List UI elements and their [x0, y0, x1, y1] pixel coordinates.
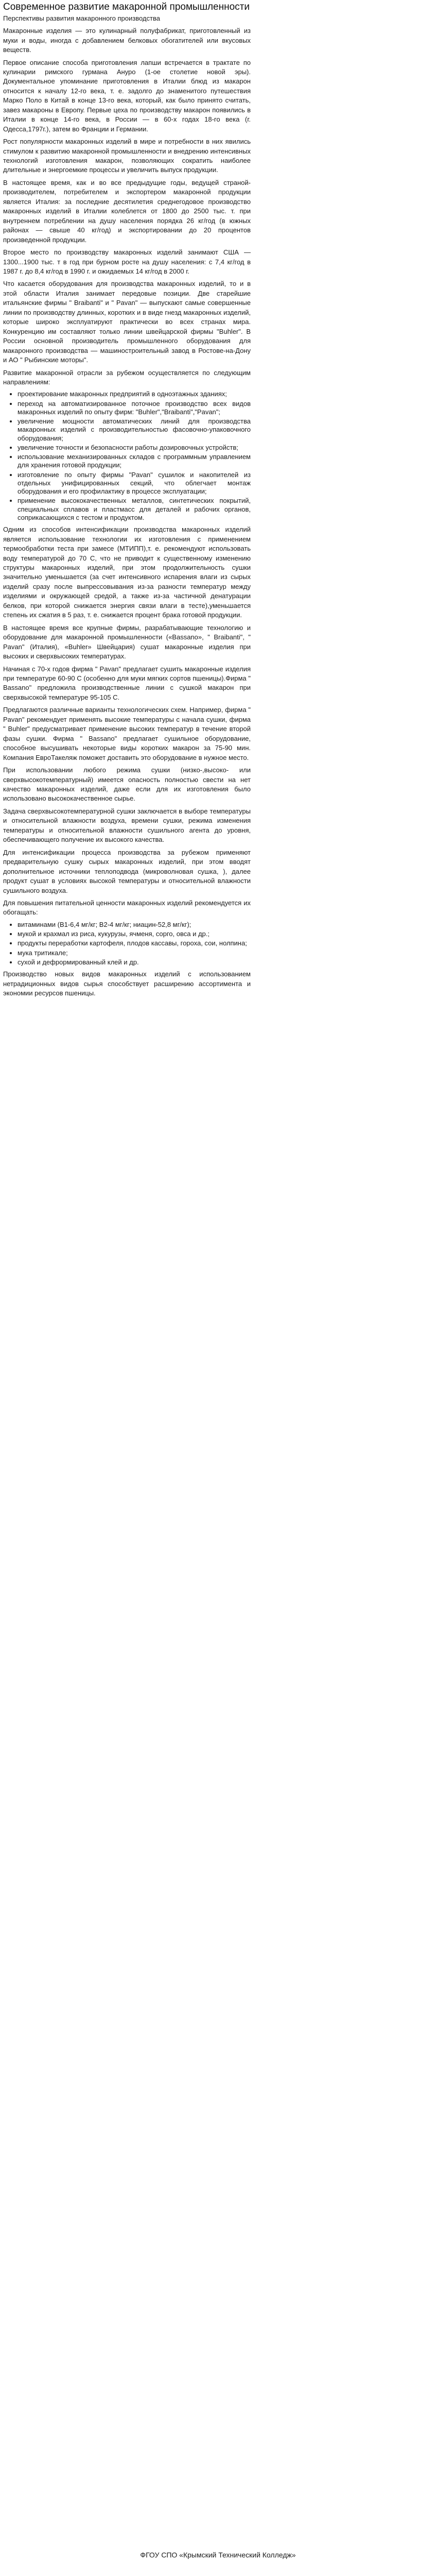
- list-item: • применение высококачественных металлов, синтетических покрытий, специальных сплавов и пластмасс для деталей и рабочих органов, соприкасающихся с тестом и продуктом.: [18, 497, 251, 522]
- paragraph: Для повышения питательной ценности макаронных изделий рекомендуется их обогащать:: [3, 899, 251, 917]
- list-item: • изготовление по опыту фирмы "Pavan" сушилок и накопителей из отдельных унифицированных секций, что облегчает монтаж оборудования и его профилактику в процессе эксплуатации;: [18, 471, 251, 496]
- paragraph: Первое описание способа приготовления лапши встречается в трактате по кулинарии римского гурмана Ануро (1-ое столетие новой эры). Документальное упоминание приготовления в Италии блюд из макарон относится к началу 12-го века, т. е. задолго до знаменитого путешествия Марко Поло в Китай в конце 13-го века, который, как было принято считать, завез макароны в Европу. Первые цеха по производству макарон появились в Италии в конце 14-го века, в России — в 60-х годах 18-го века (г. Одесса,1797г.), затем во Франции и Германии.: [3, 58, 251, 133]
- list-item: • переход на автоматизированное поточное производство всех видов макаронных изделий по опыту фирм: "Buhler","Braibanti","Pavan";: [18, 400, 251, 417]
- list-item: • сухой и дефрормированный клей и др.: [18, 958, 251, 967]
- paragraph: При использовании любого режима сушки (низко-,высоко- или сверхвысокотемпературный) имеется опасность полностью свести на нет качество макаронных изделий, даже если для их изготовления было использовано высококачественное сырье.: [3, 766, 251, 803]
- article-body: [3, 14, 251, 998]
- paragraph: Второе место по производству макаронных изделий занимают США — 1300...1900 тыс. т в год при бурном росте на душу населения: с 7,4 кг/год в 1987 г. до 8,4 кг/год в 1990 г. и ожидаемых 14 кг/год в 2000 г.: [3, 248, 251, 276]
- paragraph: В настоящее время все крупные фирмы, разрабатывающие технологию и оборудование для макаронной промышленности («Bassano», " Braibanti", " Pavan" (Италия), «Buhler» Швейцария) сушат макаронные изделия при высоких и сверхвысоких температурах.: [3, 623, 251, 660]
- list-item: • проектирование макаронных предприятий в одноэтажных зданиях;: [18, 390, 251, 398]
- paragraph: Одним из способов интенсификации производства макаронных изделий является использование технологии их изготовления с применением термообработки теста при замесе (МТИПП),т. е. рекомендуют использовать воду температурой до 70 С, что не приводит к существенному изменению структуры макаронных изделий, при этом продолжительность сушки значительно уменьшается (за счет интенсивного испарения влаги из сырых изделий сразу после выпрессовывания из-за разности температур между изделиями и окружающей средой, а также из-за частичной денатурации белков, при которой снижается энергия связи влаги в тесте),уменьшается степень их сжатия в 5 раз, т. е. снижается процент брака готовой продукции.: [3, 526, 251, 619]
- list-item: • использование механизированных складов с программным управлением для хранения готовой продукции;: [18, 453, 251, 470]
- article-column: [3, 0, 251, 1001]
- directions-list: [3, 390, 251, 522]
- list-item: • продукты переработки картофеля, плодов кассавы, гороха, сои, нолпина;: [18, 939, 251, 947]
- paragraph: Рост популярности макаронных изделий в мире и потребности в них явились стимулом к развитию макаронной промышленности и внедрению интенсивных технологий изготовления макарон, позволяющих сократить наиболее длительные и энергоемкие процессы и увеличить выпуск продукции.: [3, 138, 251, 174]
- enrichment-list: [3, 921, 251, 967]
- list-item: • увеличение мощности автоматических линий для производства макаронных изделий с производительностью фасовочно-упаковочного оборудования;: [18, 417, 251, 443]
- institution-name: ФГОУ СПО «Крымский Технический Колледж»: [140, 2551, 296, 2559]
- paragraph: Перспективы развития макаронного производства: [3, 14, 160, 22]
- paragraph: Макаронные изделия — это кулинарный полуфабрикат, приготовленный из муки и воды, иногда с добавлением белковых обогатителей или вкусовых веществ.: [3, 27, 251, 54]
- list-item: • увеличение точности и безопасности работы дозировочных устройств;: [18, 444, 251, 452]
- list-item: • витаминами (В1-6,4 мг/кг; В2-4 мг/кг; ниацин-52,8 мг/кг);: [18, 921, 251, 929]
- page-title: Современное развитие макаронной промышленности: [3, 2, 250, 12]
- list-item: • мука тритикале;: [18, 949, 251, 957]
- paragraph: Производство новых видов макаронных изделий с использованием нетрадиционных видов сырья способствует расширению ассортимента и экономии ресурсов пшеницы.: [3, 970, 251, 997]
- paragraph: Развитие макаронной отрасли за рубежом осуществляется по следующим направлениям:: [3, 368, 251, 386]
- paragraph: Начиная с 70-х годов фирма " Pavan" предлагает сушить макаронные изделия при температуре 60-90 С (особенно для муки мягких сортов пшеницы).Фирма " Bassano" предложила производственные линии с сушкой макарон при сверхвысокой температуре 95-105 С.: [3, 665, 251, 701]
- paragraph: В настоящее время, как и во все предыдущие годы, ведущей страной-производителем, потребителем и экспортером макаронной продукции является Италия: за последние десятилетия среднегодовое производство макаронных изделий в Италии колеблется от 1800 до 2500 тыс. т. при внутреннем потреблении на душу населения порядка 26 кг/год (в южных районах — свыше 40 кг/год) и экспортировании до 20 процентов произведенной продукции.: [3, 178, 251, 244]
- paragraph: Для интенсификации процесса производства за рубежом применяют предварительную сушку сырых макаронных изделий, при этом вводят дополнительное источники теплоподвода (микроволновая сушка, ), далее продукт сушат в условиях высокой температуры и относительной влажности сушильного воздуха.: [3, 848, 251, 894]
- list-item: • мукой и крахмал из риса, кукурузы, ячменя, сорго, овса и др.;: [18, 930, 251, 938]
- paragraph: Предлагаются различные варианты технологических схем. Например, фирма " Pavan" рекомендует применять высокие температуры с начала сушки, фирма " Buhler" предусматривает применение высоких температур в течение второй фазы сушки. Фирма " Bassano" предлагает сушильное оборудование, способное высушивать некоторые виды коротких макарон за 75-90 мин. Компания ЕвроТакеляж поможет доставить это оборудование в нужное место.: [3, 706, 251, 761]
- paragraph: Что касается оборудования для производства макаронных изделий, то и в этой области Италия занимает передовые позиции. Две старейшие итальянские фирмы " Braibanti" и " Pavan" — выпускают самые совершенные линии по производству длинных, коротких и в виде гнезд макаронных изделий, которые широко эксплуатируют практически во всех странах мира. Конкуренцию им составляют только линии швейцарской фирмы "Buhler". В России основной производитель промышленного оборудования для макаронного производства — машиностроительный завод в Ростове-на-Дону и АО " Рыбинские моторы".: [3, 280, 251, 364]
- paragraph: Задача сверхвысокотемпературной сушки заключается в выборе температуры и относительной влажности воздуха, времени сушки, режима изменения температуры и относительной влажности сушильного агента до уровня, обеспечивающего получение их высокого качества.: [3, 807, 251, 844]
